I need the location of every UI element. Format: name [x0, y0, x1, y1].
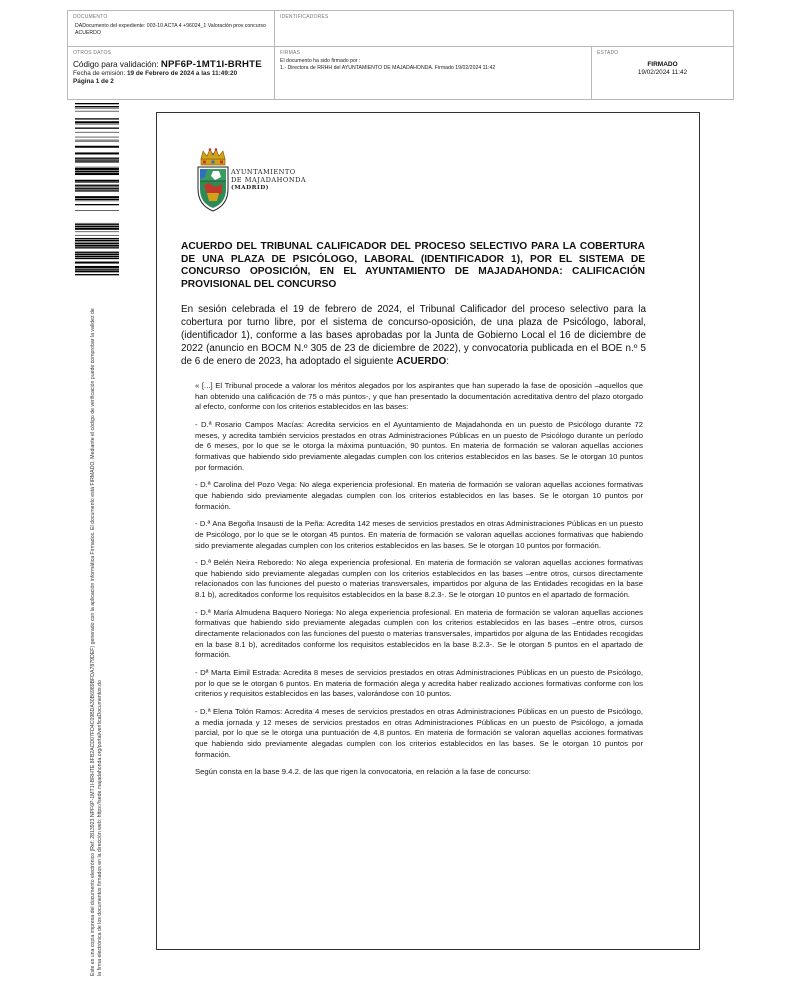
firmas-line-2: 1.- Directora de RRHH del AYUNTAMIENTO DE MAJADAHONDA. Firmado 19/02/2024 11:42 — [280, 64, 496, 71]
barcode-bar — [75, 243, 119, 244]
agreement-body — [195, 381, 643, 785]
barcode-bar — [75, 171, 119, 173]
barcode-graphic — [75, 103, 119, 277]
issue-date-label: Fecha de emisión: — [73, 70, 126, 77]
barcode-bar — [75, 140, 119, 141]
barcode-bar — [75, 137, 119, 138]
barcode-bar — [75, 106, 119, 107]
barcode-bar — [75, 188, 119, 189]
barcode-bar — [75, 124, 119, 125]
barcode-bar — [75, 223, 119, 224]
barcode-bar — [75, 121, 119, 123]
barcode-bar — [75, 132, 119, 133]
barcode-bar — [75, 210, 119, 211]
validation-code[interactable]: NPF6P-1MT1I-BRHTE — [160, 59, 262, 70]
candidate-paragraph: - D.ª Rosario Campos Macías: Acredita servicios en el Ayuntamiento de Majadahonda en un puesto de Psicólogo durante 72 meses, y acredita también servicios prestados en otras Administraciones Públicas en un puesto de Psicólogo durante un período de 6 meses, por lo que se le otorga la máxima puntuación, 90 puntos. En materia de formación se valoran aquellas acciones formativas que habiendo sido previamente alegadas cumplen con los criterios establecidos en las bases. Se le otorgan 10 puntos por formación. — [195, 419, 643, 472]
estado-value: FIRMADO — [647, 61, 678, 68]
barcode-bar — [75, 189, 119, 190]
identificadores-label: IDENTIFICADORES — [280, 14, 329, 20]
barcode-bar — [75, 141, 119, 142]
header-row-document — [67, 10, 734, 47]
coat-of-arms-icon — [195, 147, 231, 213]
barcode-bar — [75, 118, 119, 119]
intro-text: En sesión celebrada el 19 de febrero de 2024, el Tribunal Calificador del proceso selectivo para la cobertura por turno libre, por el sistema de concurso-oposición, de una plaza de Psicólogo, laboral, (identificador 1), conforme a las bases aprobadas por la Junta de Gobierno Local el 16 de diciembre de 2022 (anuncio en BOCM N.º 305 de 23 de diciembre de 2022), y convocatoria publicada en el BOE n.º 5 de 6 de enero de 2023, ha adoptado el siguiente — [181, 304, 646, 367]
documento-value: DADocumento del expediente: 003-10 ACTA 4 +96024_1 Valoración prov concurso ACUERDO — [75, 23, 266, 36]
firmas-cell — [274, 47, 591, 99]
estado-label: ESTADO — [597, 50, 619, 56]
side-legend-container — [78, 303, 102, 976]
barcode-bar — [75, 196, 119, 198]
issue-date-line — [73, 70, 269, 78]
candidate-paragraph: - D.ª Elena Tolón Ramos: Acredita 4 meses de servicios prestados en otras Administraciones Públicas en un puesto de Psicólogo, a media jornada y 12 meses de servicios prestados en otras Administraciones Públicas en un puesto de Psicólogo, a jornada parcial, por lo que se le otorga una puntuación de 4,8 puntos. En materia de formación se valoran aquellas acciones formativas que habiendo sido previamente alegadas cumplen con los criterios establecidos en las bases. Se le otorgan 10 puntos por formación. — [195, 706, 643, 759]
barcode-bar — [75, 226, 119, 227]
barcode-bar — [75, 253, 119, 255]
barcode-bar — [75, 224, 119, 225]
barcode-bar — [75, 180, 119, 182]
document-page — [156, 112, 700, 950]
barcode-bar — [75, 274, 119, 275]
candidate-paragraph: - D.ª Carolina del Pozo Vega: No alega experiencia profesional. En materia de formación se valoran aquellas acciones formativas que habiendo sido previamente alegadas cumplen con los criterios establecidos en las bases. Se le otorgan 10 puntos por formación. — [195, 480, 643, 511]
barcode — [75, 103, 119, 277]
issue-date-value: 19 de Febrero de 2024 a las 11:49:20 — [127, 70, 238, 77]
candidate-paragraph: - D.ª Belén Neira Reboredo: No alega experiencia profesional. En materia de formación se valoran aquellas acciones formativas que habiendo sido previamente alegadas cumplen con los criterios establecidos en las bases –entre otros, cursos directamente relacionados con las funciones del puesto o materias transversales, impartidos por alguna de las Entidades recogidas en la base 8.1 b), acreditados conforme los requisitos establecidos en la base 8.2.3-. Se le otorgan 10 puntos en el apartado de formación. — [195, 558, 643, 600]
organization-line-1: AYUNTAMIENTO — [231, 168, 296, 176]
documento-label: DOCUMENTO — [73, 14, 108, 20]
barcode-bar — [75, 185, 119, 186]
barcode-bar — [75, 161, 119, 162]
page-indicator: Página 1 de 2 — [73, 78, 114, 85]
barcode-bar — [75, 182, 119, 183]
barcode-bar — [75, 228, 119, 230]
barcode-bar — [75, 108, 119, 109]
crest-logo — [195, 147, 231, 213]
barcode-bar — [75, 270, 119, 272]
organization-line-2: DE MAJADAHONDA — [231, 176, 307, 184]
header-row-details — [67, 47, 734, 100]
identificadores-cell — [274, 11, 733, 46]
firmas-line-1: El documento ha sido firmado por : — [280, 58, 361, 64]
estado-cell — [591, 47, 733, 99]
barcode-bar — [75, 158, 119, 159]
barcode-bar — [75, 238, 119, 239]
closing-paragraph: Según consta en la base 9.4.2. de las que rigen la convocatoria, en relación a la fase de concurso: — [195, 767, 531, 777]
side-legend: Este es una copia impresa del documento electrónico (Ref: 2813923 NPF6P-1MT1I-BRHTE 8FB2ACD07FD4C09BDA30B6989BFDA7879DEF) generado con la aplicación informática Firmadoc. El documento está FIRMADO. Mediante el código de verificación puede comprobar la validez de la firma electrónica de los documentos firmados en la dirección web: https://sede.majadahonda.org/portal/verificaDocumentos.do — [90, 308, 103, 976]
barcode-bar — [75, 201, 119, 202]
barcode-bar — [75, 152, 119, 154]
barcode-bar — [75, 191, 119, 192]
barcode-bar — [75, 232, 119, 233]
estado-date: 19/02/2024 11:42 — [637, 69, 688, 76]
barcode-bar — [75, 258, 119, 259]
candidate-paragraph: - Dª Marta Eimil Estrada: Acredita 8 meses de servicios prestados en otras Administraciones Públicas en un puesto de Psicólogo, por lo que se le otorgan 6 puntos. En materia de formación alega y acredita haber realizado acciones formativas conforme con los criterios y requisitos establecidos en las bases, valorándose con 10 puntos. — [195, 667, 643, 699]
barcode-bar — [75, 199, 119, 200]
barcode-bar — [75, 111, 119, 112]
barcode-bar — [75, 168, 119, 170]
validation-code-line — [73, 60, 269, 70]
organization-name — [231, 168, 306, 193]
barcode-bar — [75, 240, 119, 241]
otros-datos-cell — [68, 47, 274, 99]
barcode-bar — [75, 167, 119, 168]
barcode-bar — [75, 159, 119, 160]
barcode-bar — [75, 242, 119, 243]
barcode-bar — [75, 252, 119, 253]
candidate-paragraph: - D.ª María Almudena Baquero Noriega: No alega experiencia profesional. En materia de formación se valoran aquellas acciones formativas que habiendo sido previamente alegadas cumplen con los criterios establecidos en las bases –entre otros, cursos directamente relacionados con las funciones del puesto o materias transversales, impartidos por alguna de las Entidades recogidas en la base 8.1 b), acreditados conforme los requisitos establecidos en la base 8.2.3-. Se le otorgan 5 puntos en el apartado de formación. — [195, 607, 643, 660]
otros-datos-label: OTROS DATOS — [73, 50, 112, 56]
barcode-bar — [75, 146, 119, 148]
barcode-bar — [75, 266, 119, 268]
organization-line-3: (MADRID) — [231, 185, 269, 191]
documento-cell — [68, 11, 274, 46]
intro-bold-keyword: ACUERDO — [396, 355, 447, 367]
intro-paragraph — [181, 304, 646, 369]
validation-code-label: Código para validación: — [73, 60, 159, 69]
barcode-bar — [75, 186, 119, 187]
barcode-bar — [75, 247, 119, 248]
barcode-bar — [75, 103, 119, 104]
barcode-bar — [75, 235, 119, 236]
intro-end: : — [446, 355, 449, 367]
agreement-paragraph: « [...] El Tribunal procede a valorar los méritos alegados por los aspirantes que han superado la fase de oposición –aquellos que han obtenido una calificación de 75 o más puntos-, y que han presentado la documentación acreditativa dentro del plazo otorgado al efecto, conforme con los criterios establecidos en las bases: — [195, 381, 643, 412]
document-title: ACUERDO DEL TRIBUNAL CALIFICADOR DEL PROCESO SELECTIVO PARA LA COBERTURA DE UNA PLAZA DE PSICÓLOGO, LABORAL (IDENTIFICADOR 1), POR EL SISTEMA DE CONCURSO OPOSICIÓN, EN EL AYUNTAMIENTO DE MAJADAHONDA: CALIFICACIÓN PROVISIONAL DEL CONCURSO — [181, 241, 645, 290]
barcode-bar — [75, 204, 119, 205]
barcode-bar — [75, 245, 119, 247]
barcode-bar — [75, 269, 119, 270]
barcode-bar — [75, 262, 119, 264]
barcode-bar — [75, 128, 119, 129]
firmas-label: FIRMAS — [280, 50, 301, 56]
barcode-bar — [75, 256, 119, 257]
candidate-paragraph: - D.ª Ana Begoña Insausti de la Peña: Acredita 142 meses de servicios prestados en otras Administraciones Públicas en un puesto de Psicólogo, por lo que se le otorgan 45 puntos. En materia de formación se valoran aquellas acciones formativas que habiendo sido previamente alegadas cumplen con los criterios establecidos en las bases. Se le otorgan 10 puntos por formación. — [195, 519, 643, 550]
barcode-bar — [75, 173, 119, 175]
